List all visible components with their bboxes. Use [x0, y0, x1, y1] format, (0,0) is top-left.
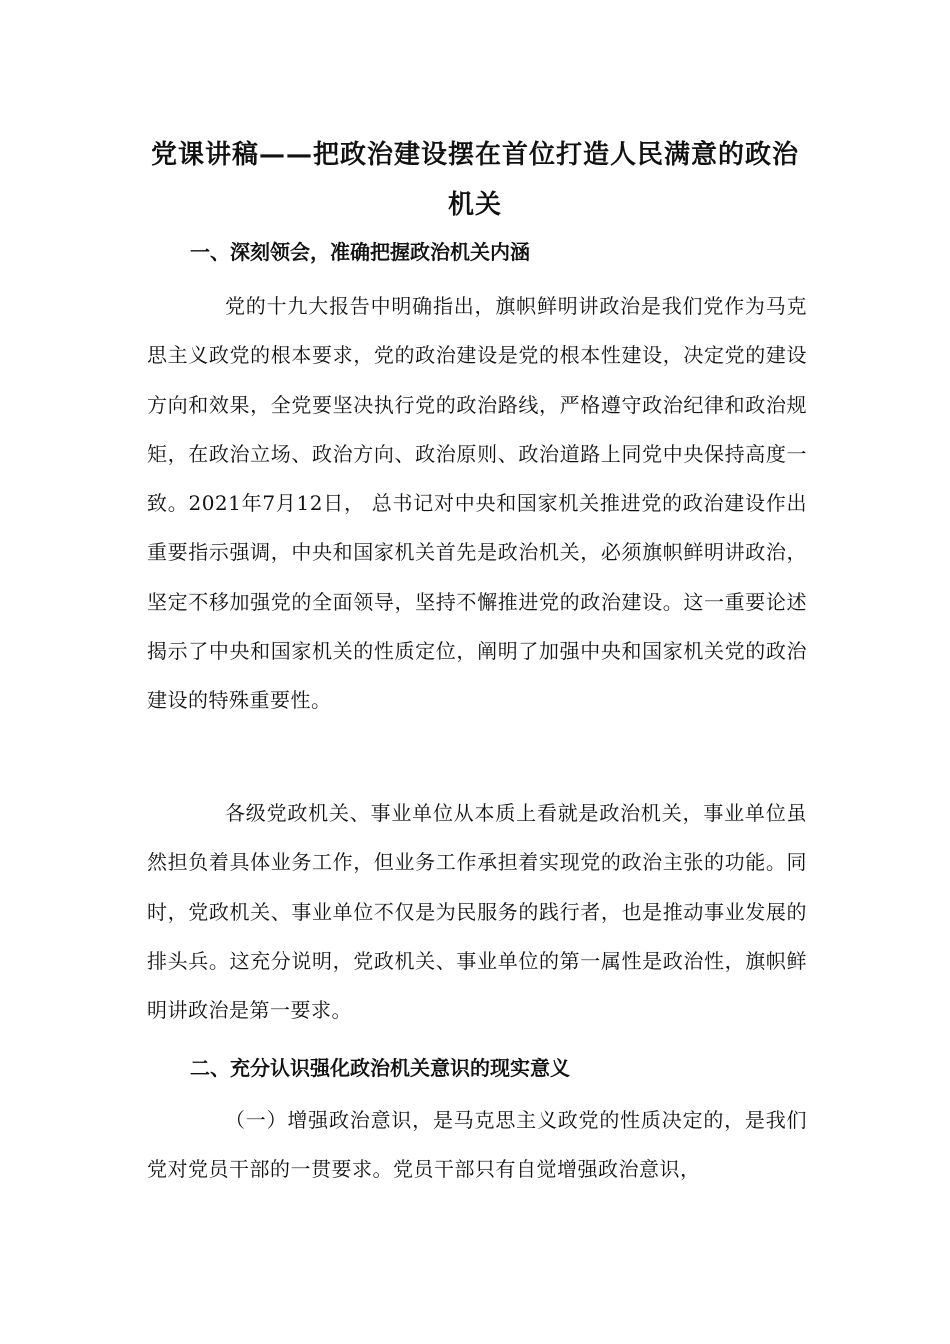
section-heading-2: 二、充分认识强化政治机关意识的现实意义	[190, 1056, 570, 1080]
paragraph-2: 各级党政机关、事业单位从本质上看就是政治机关，事业单位虽然担负着具体业务工作，但业务工作承担着实现党的政治主张的功能。同时，党政机关、事业单位不仅是为民服务的践行者，也是推动事业发展的排头兵。这充分说明，党政机关、事业单位的第一属性是政治性，旗帜鲜明讲政治是第一要求。	[147, 801, 807, 1023]
paragraph-1: 党的十九大报告中明确指出，旗帜鲜明讲政治是我们党作为马克思主义政党的根本要求，党的政治建设是党的根本性建设，决定党的建设方向和效果，全党要坚决执行党的政治路线，严格遵守政治纪律和政治规矩，在政治立场、政治方向、政治原则、政治道路上同党中央保持高度一致。2021年7月12日， 总书记对中央和国家机关推进党的政治建设作出重要指示强调，中央和国家机关首先是政治机关，必须旗帜鲜明讲政治，坚定不移加强党的全面领导，坚持不懈推进党的政治建设。这一重要论述揭示了中央和国家机关的性质定位，阐明了加强中央和国家机关党的政治建设的特殊重要性。	[147, 294, 807, 713]
section-heading-1: 一、深刻领会，准确把握政治机关内涵	[190, 240, 530, 264]
document-title: 党课讲稿——把政治建设摆在首位打造人民满意的政治机关	[150, 140, 799, 220]
paragraph-3: （一）增强政治意识，是马克思主义政党的性质决定的，是我们党对党员干部的一贯要求。党员干部只有自觉增强政治意识，	[147, 1108, 807, 1182]
